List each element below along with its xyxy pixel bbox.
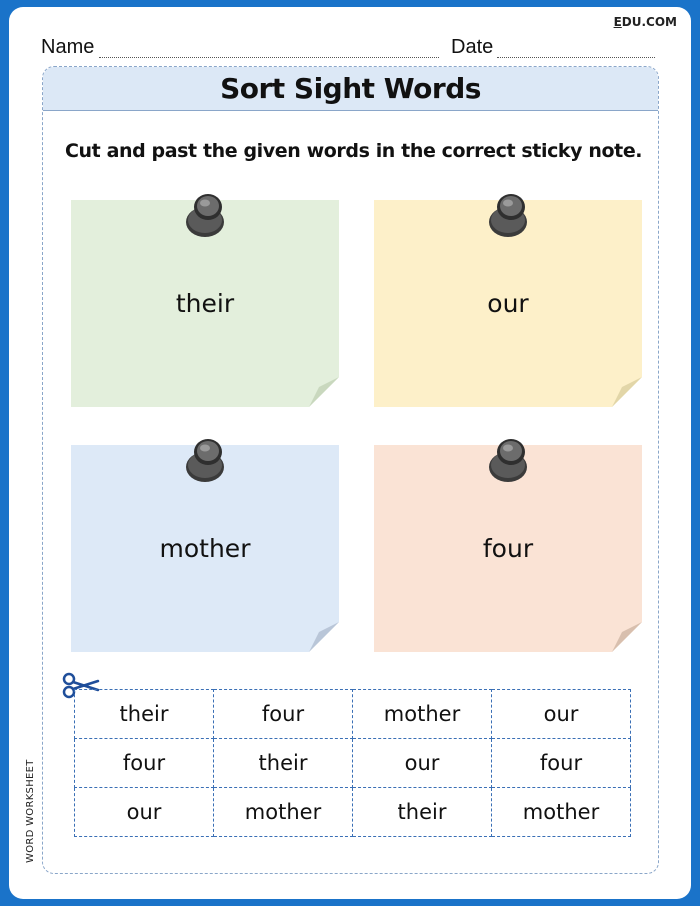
page-title: Sort Sight Words: [220, 72, 481, 105]
page-curl: [612, 377, 642, 407]
word-cutout-grid: [74, 689, 631, 837]
date-field[interactable]: [497, 57, 655, 58]
page-curl: [309, 622, 339, 652]
note-word: four: [482, 534, 534, 563]
side-label: WORD WORKSHEET: [25, 759, 36, 863]
date-label: Date: [451, 36, 494, 58]
word-cell: their: [214, 739, 353, 788]
word-cell: our: [353, 739, 492, 788]
name-label: Name: [41, 36, 95, 58]
word-cell: four: [75, 739, 214, 788]
note-word: mother: [159, 534, 251, 563]
pushpin-icon: [184, 192, 226, 238]
title-band: [43, 67, 658, 111]
sticky-note: [71, 200, 339, 407]
page-curl: [309, 377, 339, 407]
word-cell: four: [492, 739, 631, 788]
worksheet-panel: [42, 66, 659, 874]
name-field[interactable]: [99, 57, 439, 58]
sticky-note: [71, 445, 339, 652]
worksheet-page: [9, 7, 691, 899]
table-row: [75, 690, 631, 739]
sticky-note: [374, 445, 642, 652]
page-curl: [612, 622, 642, 652]
word-cell: mother: [214, 788, 353, 837]
brand-logo: EDU.COM: [613, 15, 677, 29]
sticky-note: [374, 200, 642, 407]
word-cell: mother: [492, 788, 631, 837]
name-date-row: [41, 31, 665, 59]
word-cell: their: [75, 690, 214, 739]
word-cell: mother: [353, 690, 492, 739]
note-word: our: [487, 289, 529, 318]
instruction-text: Cut and past the given words in the correct sticky note.: [65, 140, 643, 162]
table-row: [75, 739, 631, 788]
word-cell: their: [353, 788, 492, 837]
word-cell: our: [492, 690, 631, 739]
pushpin-icon: [184, 437, 226, 483]
pushpin-icon: [487, 437, 529, 483]
word-cell: four: [214, 690, 353, 739]
note-word: their: [175, 289, 235, 318]
table-row: [75, 788, 631, 837]
pushpin-icon: [487, 192, 529, 238]
word-cell: our: [75, 788, 214, 837]
